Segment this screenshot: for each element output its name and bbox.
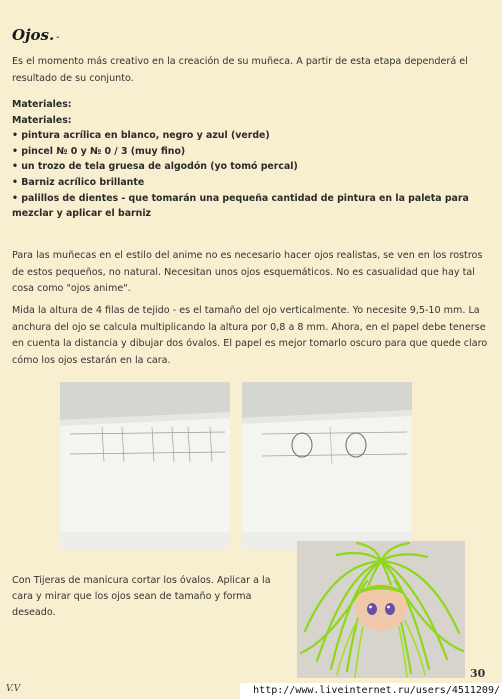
materials-heading: Materiales: [12, 99, 72, 110]
materials-item: • pincel № 0 y № 0 / 3 (muy fino) [12, 145, 186, 157]
materials-item: • palillos de dientes - que tomarán una pequeña cantidad de pintura en la paleta para mezclar y aplicar el barniz [12, 192, 469, 220]
anime-paragraph: Para las muñecas en el estilo del anime no es necesario hacer ojos realistas, se ven en los rostros de estos pequeños, no natural. Necesitan unos ojos esquemáticos. No es casualidad que hay tal cosa como "ojos anime". [12, 250, 483, 294]
signature: V.V [6, 684, 21, 694]
section-title [12, 26, 60, 44]
measure-paragraph: Mida la altura de 4 filas de tejido - es el tamaño del ojo verticalmente. Yo necesite 9,5-10 mm. La anchura del ojo se calcula multiplicando la altura por 0,8 a 8 mm. Ahora, en el papel debe tenerse en cuenta la distancia y dibujar dos óvalos. El papel es mejor tomarlo oscuro para que quede claro cómo los ojos estarán en la cara. [12, 305, 488, 366]
cut-paragraph: Con Tijeras de manicura cortar los óvalos. Aplicar a la cara y mirar que los ojos sean de tamaño y forma deseado. [12, 575, 271, 618]
title-text: Ojos. [12, 26, 55, 44]
page-number: 30 [470, 667, 486, 680]
paper-grid-photo [60, 382, 230, 550]
materials-block [12, 97, 492, 222]
paper-ovals-photo [242, 382, 412, 550]
materials-heading-repeat: Materiales: [12, 114, 72, 126]
materials-item: • pintura acrílica en blanco, negro y azul (verde) [12, 130, 270, 142]
materials-item: • Barniz acrílico brillante [12, 176, 145, 188]
watermark-url: http://www.liveinternet.ru/users/4511209/ [240, 683, 502, 699]
title-dash: - [56, 32, 60, 43]
doll-head-photo [297, 541, 465, 678]
intro-paragraph: Es el momento más creativo en la creación de su muñeca. A partir de esta etapa dependerá el resultado de su conjunto. [12, 56, 468, 84]
materials-item: • un trozo de tela gruesa de algodón (yo tomó percal) [12, 161, 298, 173]
